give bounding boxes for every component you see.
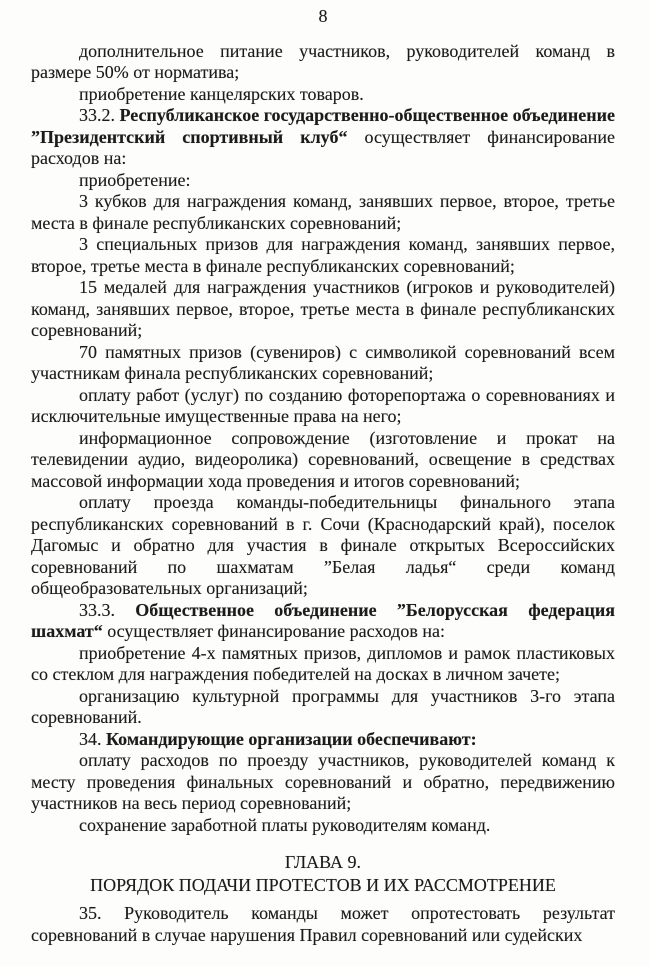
paragraph-medals xyxy=(31,277,615,342)
paragraph-salary-retention xyxy=(31,815,615,837)
text-run: информационное сопровождение (изготовление и прокат на телевидении аудио, видеоролика) соревнований, освещение в средствах массовой информации хода проведения и итогов соревнований; xyxy=(31,427,615,491)
text-run: оплату работ (услуг) по созданию фоторепортажа о соревнованиях и исключительные имущественные права на него; xyxy=(31,384,615,426)
text-run: сохранение заработной платы руководителям команд. xyxy=(79,814,491,835)
paragraph-cultural-program xyxy=(31,686,615,729)
paragraph-souvenirs xyxy=(31,342,615,385)
paragraph-additional-meals xyxy=(31,41,615,84)
paragraph-travel-sochi xyxy=(31,492,615,600)
text-run: дополнительное питание участников, руководителей команд в размере 50% от норматива; xyxy=(31,40,615,82)
text-run: осуществляет финансирование расходов на: xyxy=(31,126,615,168)
clause-number: 33.3. xyxy=(79,599,136,620)
paragraph-35-protest xyxy=(31,903,615,946)
paragraph-acquisition-label xyxy=(31,170,615,192)
clause-title-bold: Командирующие организации обеспечивают: xyxy=(106,728,477,749)
organization-name-bold: Республиканское государственно-общественное объединение ”Президентский спортивный клуб“ xyxy=(31,105,616,147)
text-run: оплату проезда команды-победительницы финального этапа республиканских соревнований в г. Сочи (Краснодарский край), поселок Дагомыс и обратно для участия в финале открытых Всероссийских соревнований по шахматам ”Белая ладья“ среди команд общеобразовательных организаций; xyxy=(31,492,615,598)
text-run: организацию культурной программы для участников 3-го этапа соревнований. xyxy=(31,685,615,727)
paragraph-memorable-prizes xyxy=(31,643,615,686)
clause-number: 34. xyxy=(79,728,106,749)
text-run: 15 медалей для награждения участников (игроков и руководителей) команд, занявших первое, второе, третье места в финале республиканских соревнований; xyxy=(31,277,615,340)
paragraph-travel-expenses xyxy=(31,750,615,815)
paragraph-33-3-chess-federation xyxy=(31,600,615,643)
text-run: 70 памятных призов (сувениров) с символикой соревнований всем участникам финала республиканских соревнований; xyxy=(31,341,615,383)
paragraph-33-2-president-sport-club xyxy=(31,105,615,170)
text-run: 3 кубков для награждения команд, занявших первое, второе, третье места в финале республиканских соревнований; xyxy=(31,191,615,233)
chapter-heading xyxy=(31,851,615,897)
chapter-number: ГЛАВА 9. xyxy=(284,852,362,872)
paragraph-stationery xyxy=(31,84,615,106)
text-run: приобретение: xyxy=(79,169,191,190)
text-run: осуществляет финансирование расходов на: xyxy=(102,621,445,641)
organization-name-bold: Общественное объединение ”Белорусская федерация шахмат“ xyxy=(31,599,615,641)
paragraph-media-coverage xyxy=(31,428,615,493)
clause-number: 33.2. xyxy=(79,105,120,125)
paragraph-cups xyxy=(31,191,615,234)
text-run: оплату расходов по проезду участников, руководителей команд к месту проведения финальных соревнований и обратно, передвижению участников на весь период соревнований; xyxy=(31,750,615,813)
text-run: приобретение канцелярских товаров. xyxy=(79,83,364,104)
page-number: 8 xyxy=(318,6,328,26)
paragraph-34-sending-organizations xyxy=(31,729,615,751)
paragraph-special-prizes xyxy=(31,234,615,277)
chapter-title: ПОРЯДОК ПОДАЧИ ПРОТЕСТОВ И ИХ РАССМОТРЕНИЕ xyxy=(90,875,556,895)
paragraph-photo-report xyxy=(31,385,615,428)
text-run: 35. Руководитель команды может опротестовать результат соревнований в случае нарушения Правил соревнований или судейских xyxy=(31,903,615,945)
text-run: приобретение 4-х памятных призов, дипломов и рамок пластиковых со стеклом для награждения победителей на досках в личном зачете; xyxy=(31,642,615,684)
text-run: 3 специальных призов для награждения команд, занявших первое, второе, третье места в финале республиканских соревнований; xyxy=(31,234,615,276)
